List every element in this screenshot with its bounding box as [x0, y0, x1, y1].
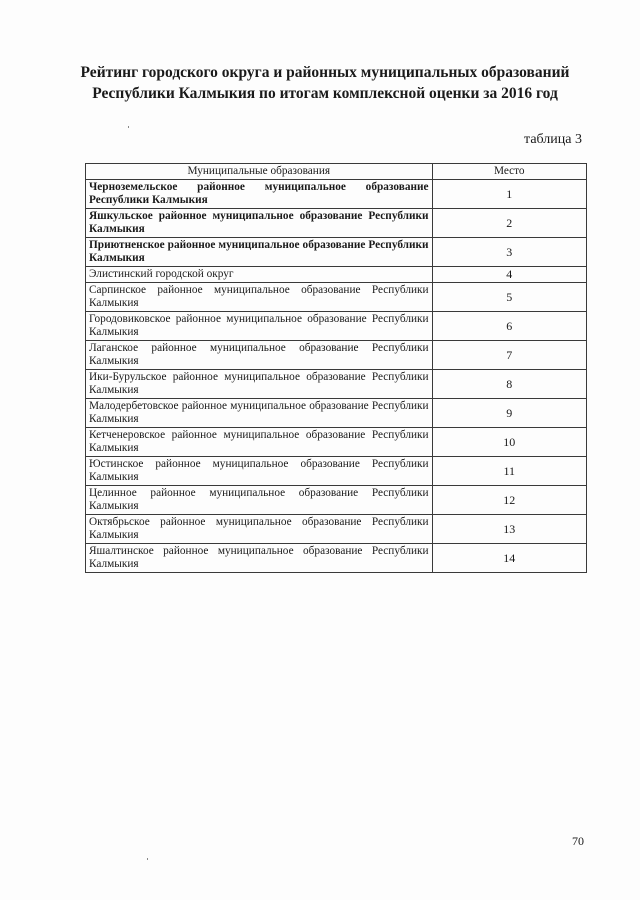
- row-place: 11: [432, 457, 586, 486]
- header-municipal-formations: Муниципальные образования: [86, 164, 433, 180]
- row-name: Приютненское районное муниципальное образование Республики Калмыкия: [86, 238, 433, 267]
- row-name: Малодербетовское районное муниципальное образование Республики Калмыкия: [86, 399, 433, 428]
- row-place: 14: [432, 544, 586, 573]
- row-name: Юстинское районное муниципальное образование Республики Калмыкия: [86, 457, 433, 486]
- table-row: [86, 515, 587, 544]
- table-row: [86, 370, 587, 399]
- rating-table-body: [86, 180, 587, 573]
- row-place: 8: [432, 370, 586, 399]
- row-place: 1: [432, 180, 586, 209]
- table-row: [86, 267, 587, 283]
- page-number: 70: [572, 834, 584, 848]
- row-name: Целинное районное муниципальное образование Республики Калмыкия: [86, 486, 433, 515]
- table-row: [86, 341, 587, 370]
- row-name: Октябрьское районное муниципальное образование Республики Калмыкия: [86, 515, 433, 544]
- row-name: Яшалтинское районное муниципальное образование Республики Калмыкия: [86, 544, 433, 573]
- row-name: Сарпинское районное муниципальное образование Республики Калмыкия: [86, 283, 433, 312]
- table-row: [86, 544, 587, 573]
- row-place: 10: [432, 428, 586, 457]
- rating-table: [85, 163, 587, 573]
- table-row: [86, 312, 587, 341]
- document-title: Рейтинг городского округа и районных муниципальных образований Республики Калмыкия по итогам комплексной оценки за 2016 год: [80, 64, 570, 102]
- row-name: Ики-Бурульское районное муниципальное образование Республики Калмыкия: [86, 370, 433, 399]
- row-place: 3: [432, 238, 586, 267]
- scan-speck: [128, 126, 129, 128]
- header-place: Место: [432, 164, 586, 180]
- row-place: 13: [432, 515, 586, 544]
- table-row: [86, 428, 587, 457]
- row-place: 6: [432, 312, 586, 341]
- row-place: 7: [432, 341, 586, 370]
- table-row: [86, 457, 587, 486]
- row-place: 5: [432, 283, 586, 312]
- row-place: 2: [432, 209, 586, 238]
- scan-speck: [147, 858, 148, 860]
- row-name: Кетченеровское районное муниципальное образование Республики Калмыкия: [86, 428, 433, 457]
- row-place: 9: [432, 399, 586, 428]
- row-name: Лаганское районное муниципальное образование Республики Калмыкия: [86, 341, 433, 370]
- table-row: [86, 486, 587, 515]
- rating-table-header: [86, 164, 587, 180]
- table-label: таблица 3: [524, 132, 582, 147]
- row-name: Черноземельское районное муниципальное образование Республики Калмыкия: [86, 180, 433, 209]
- row-name: Элистинский городской округ: [86, 267, 433, 283]
- header-row: [86, 164, 587, 180]
- row-name: Яшкульское районное муниципальное образование Республики Калмыкия: [86, 209, 433, 238]
- table-row: [86, 399, 587, 428]
- table-row: [86, 180, 587, 209]
- row-place: 12: [432, 486, 586, 515]
- table-row: [86, 238, 587, 267]
- row-name: Городовиковское районное муниципальное образование Республики Калмыкия: [86, 312, 433, 341]
- table-row: [86, 209, 587, 238]
- row-place: 4: [432, 267, 586, 283]
- table-row: [86, 283, 587, 312]
